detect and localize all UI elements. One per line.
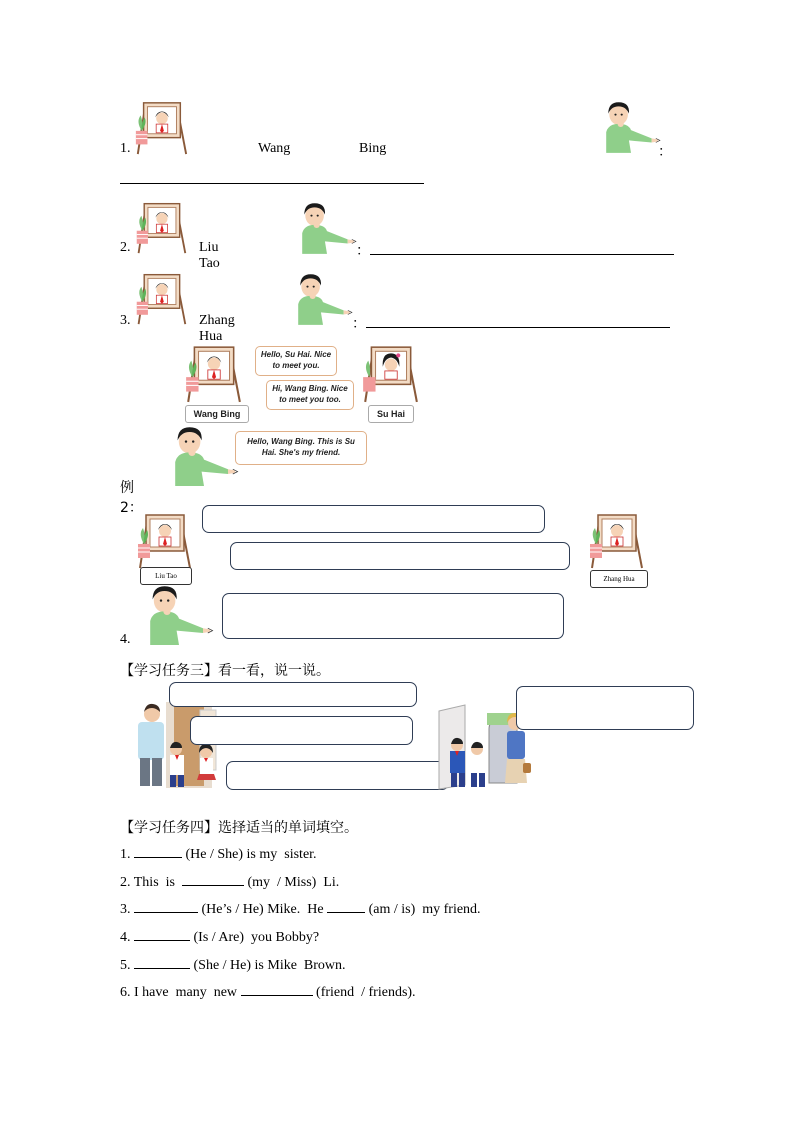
fill-blank[interactable]: [134, 856, 182, 858]
easel-portrait-illustration: [132, 98, 190, 156]
colon: ：: [658, 145, 672, 160]
name-label-wang-bing: Wang Bing: [185, 405, 249, 423]
item-number: 4.: [120, 632, 131, 647]
colon: ：: [352, 317, 366, 332]
fill-blank[interactable]: [134, 911, 198, 913]
boy-pointing-illustration: [292, 273, 354, 325]
answer-bubble[interactable]: [516, 686, 694, 730]
answer-bubble[interactable]: [169, 682, 417, 707]
fill-question-6: 6. I have many new (friend / friends).: [120, 985, 416, 1000]
fill-blank[interactable]: [241, 994, 313, 996]
name-text: Liu Tao: [199, 240, 220, 271]
name-text: Zhang Hua: [199, 313, 235, 344]
answer-bubble[interactable]: [202, 505, 545, 533]
answer-bubble[interactable]: [230, 542, 570, 570]
name-text: Wang: [258, 141, 291, 156]
easel-portrait-illustration: [132, 270, 190, 326]
name-text: Bing: [359, 141, 387, 156]
classroom-scene-illustration: [126, 700, 226, 790]
answer-bubble[interactable]: [222, 593, 564, 639]
speech-bubble: Hello, Wang Bing. This is Su Hai. She's my friend.: [235, 431, 367, 465]
answer-line: [366, 327, 670, 328]
easel-portrait-illustration: [180, 342, 246, 404]
name-label-zhang-hua: Zhang Hua: [590, 570, 648, 588]
fill-blank[interactable]: [134, 939, 190, 941]
fill-question-5: 5. (She / He) is Mike Brown.: [120, 958, 346, 973]
answer-line: [120, 183, 424, 184]
task3-heading: 【学习任务三】看一看，说一说。: [120, 663, 330, 679]
fill-question-3: 3. (He’s / He) Mike. He (am / is) my friend.: [120, 902, 481, 917]
speech-bubble: Hello, Su Hai. Nice to meet you.: [255, 346, 337, 376]
easel-portrait-girl-illustration: [357, 342, 423, 404]
boy-pointing-illustration: [600, 101, 662, 153]
boy-pointing-illustration: [168, 425, 240, 487]
colon: ：: [356, 244, 370, 259]
fill-question-4: 4. (Is / Are) you Bobby?: [120, 930, 320, 945]
easel-portrait-illustration: [132, 199, 190, 255]
task4-heading: 【学习任务四】选择适当的单词填空。: [120, 820, 358, 836]
fill-question-1: 1. (He / She) is my sister.: [120, 847, 317, 862]
name-label-su-hai: Su Hai: [368, 405, 414, 423]
easel-portrait-illustration: [584, 510, 648, 570]
item-number: 3.: [120, 313, 131, 328]
boy-pointing-illustration: [296, 202, 358, 254]
example-label: 例 2：: [120, 480, 143, 516]
name-label-liu-tao: Liu Tao: [140, 567, 192, 585]
answer-bubble[interactable]: [226, 761, 449, 790]
fill-blank[interactable]: [134, 967, 190, 969]
speech-bubble: Hi, Wang Bing. Nice to meet you too.: [266, 380, 354, 410]
item-number: 1.: [120, 141, 131, 156]
task3-scene-left: [126, 700, 226, 790]
fill-blank[interactable]: [182, 884, 244, 886]
item-number: 2.: [120, 240, 131, 255]
fill-question-2: 2. This is (my / Miss) Li.: [120, 875, 340, 890]
easel-portrait-illustration: [132, 510, 196, 570]
answer-bubble[interactable]: [190, 716, 413, 745]
boy-pointing-illustration: [143, 585, 215, 645]
answer-line: [370, 254, 674, 255]
fill-blank[interactable]: [327, 911, 365, 913]
